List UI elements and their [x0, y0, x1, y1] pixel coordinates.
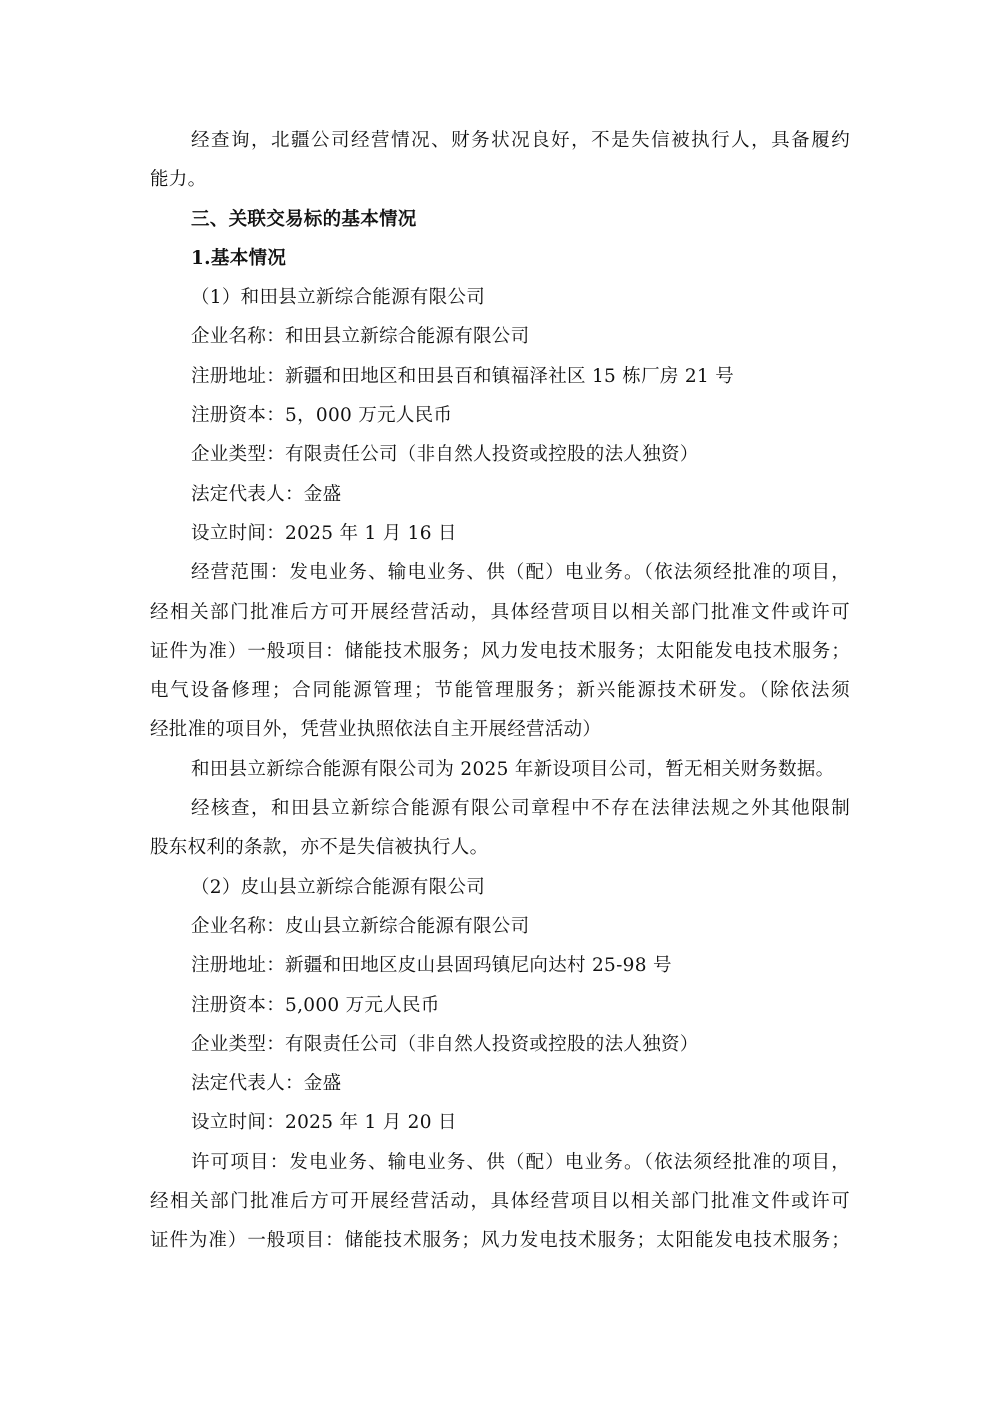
- text-line: 注册资本：5,000 万元人民币: [191, 994, 440, 1016]
- text-line: 经营范围：发电业务、输电业务、供（配）电业务。（依法须经批准的项目，: [191, 562, 850, 584]
- text-line: 能力。: [150, 169, 207, 191]
- text-line: 设立时间：2025 年 1 月 20 日: [191, 1112, 457, 1134]
- text-line: 经批准的项目外，凭营业执照依法自主开展经营活动）: [150, 719, 602, 741]
- text-line: 电气设备修理；合同能源管理；节能管理服务；新兴能源技术研发。（除依法须: [150, 680, 850, 702]
- text-line: 股东权利的条款，亦不是失信被执行人。: [150, 837, 489, 859]
- text-line: 许可项目：发电业务、输电业务、供（配）电业务。（依法须经批准的项目，: [191, 1151, 850, 1173]
- text-line: 注册地址：新疆和田地区皮山县固玛镇尼向达村 25-98 号: [191, 955, 672, 977]
- text-line: 设立时间：2025 年 1 月 16 日: [191, 522, 457, 544]
- text-line: 经查询，北疆公司经营情况、财务状况良好，不是失信被执行人，具备履约: [191, 130, 850, 151]
- text-line: 企业名称：和田县立新综合能源有限公司: [191, 326, 530, 348]
- text-line: 法定代表人：金盛: [191, 1073, 342, 1095]
- section-heading: 三、关联交易标的基本情况: [191, 208, 417, 230]
- text-line: 证件为准）一般项目：储能技术服务；风力发电技术服务；太阳能发电技术服务；: [150, 640, 850, 662]
- text-line: 企业类型：有限责任公司（非自然人投资或控股的法人独资）: [191, 444, 699, 466]
- text-line: 经核查，和田县立新综合能源有限公司章程中不存在法律法规之外其他限制: [191, 798, 850, 820]
- text-line: 法定代表人：金盛: [191, 483, 342, 505]
- text-line: 证件为准）一般项目：储能技术服务；风力发电技术服务；太阳能发电技术服务；: [150, 1230, 850, 1252]
- document-body: [150, 121, 850, 1261]
- text-line: 企业名称：皮山县立新综合能源有限公司: [191, 915, 530, 937]
- section-heading: 1.基本情况: [191, 247, 287, 269]
- text-line: 注册地址：新疆和田地区和田县百和镇福泽社区 15 栋厂房 21 号: [191, 365, 735, 387]
- text-line: 经相关部门批准后方可开展经营活动，具体经营项目以相关部门批准文件或许可: [150, 1191, 850, 1213]
- text-line: 注册资本：5，000 万元人民币: [191, 405, 453, 427]
- text-line: （1）和田县立新综合能源有限公司: [191, 287, 486, 309]
- text-line: 企业类型：有限责任公司（非自然人投资或控股的法人独资）: [191, 1033, 699, 1055]
- text-line: 和田县立新综合能源有限公司为 2025 年新设项目公司，暂无相关财务数据。: [191, 758, 835, 780]
- text-line: 经相关部门批准后方可开展经营活动，具体经营项目以相关部门批准文件或许可: [150, 601, 850, 623]
- text-line: （2）皮山县立新综合能源有限公司: [191, 876, 486, 898]
